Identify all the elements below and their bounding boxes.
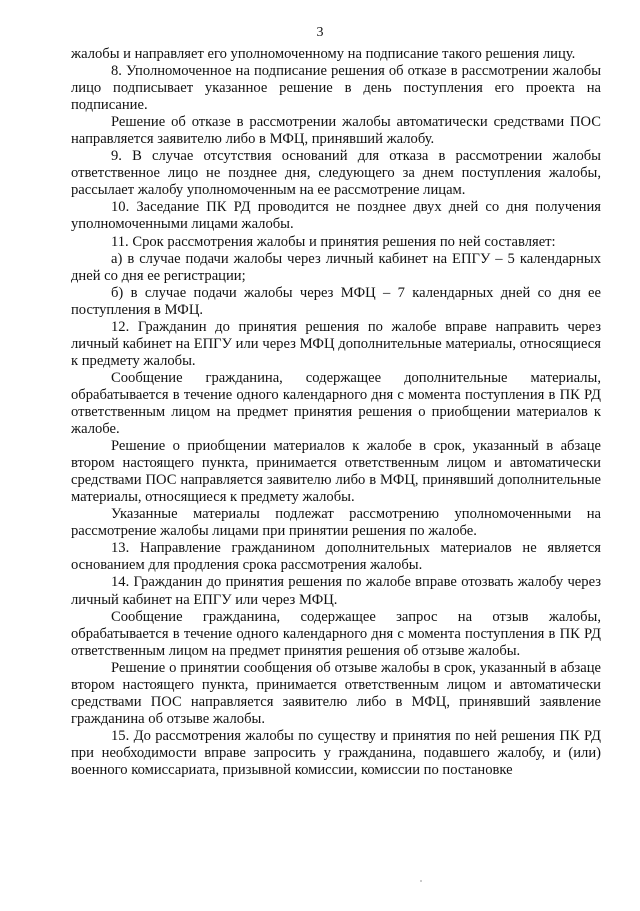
paragraph-item-8: 8. Уполномоченное на подписание решения об отказе в рассмотрении жалобы лицо подписывает указанное решение в день поступления его проекта на подписание. bbox=[71, 63, 601, 114]
paragraph-item-10: 10. Заседание ПК РД проводится не позднее двух дней со дня получения уполномоченными лицами жалобы. bbox=[71, 199, 601, 233]
paragraph-item-11: 11. Срок рассмотрения жалобы и принятия решения по ней составляет: bbox=[111, 233, 556, 250]
paragraph-item-12: 12. Гражданин до принятия решения по жалобе вправе направить через личный кабинет на ЕПГУ или через МФЦ дополнительные материалы, относящиеся к предмету жалобы. bbox=[71, 318, 601, 369]
paragraph-item-15: 15. До рассмотрения жалобы по существу и принятия по ней решения ПК РД при необходимости вправе запросить у гражданина, подавшего жалобу, и (или) военного комиссариата, призывной комиссии, комиссии по постановке bbox=[71, 727, 601, 778]
paragraph-item-12-decision: Решение о приобщении материалов к жалобе в срок, указанный в абзаце втором настоящего пункта, принимается ответственным лицом и автоматически средствами ПОС направляется заявителю либо в МФЦ, принявший дополнительные материалы, относящиеся к предмету жалобы. bbox=[71, 438, 601, 506]
document-body bbox=[71, 46, 601, 779]
paragraph-item-13: 13. Направление гражданином дополнительных материалов не является основанием для продления срока рассмотрения жалобы. bbox=[71, 540, 601, 574]
paragraph-item-12-materials: Указанные материалы подлежат рассмотрению уполномоченными на рассмотрение жалобы лицами при принятии решения по жалобе. bbox=[71, 506, 601, 540]
paragraph-item-9: 9. В случае отсутствия оснований для отказа в рассмотрении жалобы ответственное лицо не позднее дня, следующего за днем поступления жалобы, рассылает жалобу уполномоченным на ее рассмотрение лицам. bbox=[71, 148, 601, 199]
scan-speck bbox=[420, 880, 422, 882]
paragraph-item-11-b: б) в случае подачи жалобы через МФЦ – 7 календарных дней со дня ее поступления в МФЦ. bbox=[71, 284, 601, 318]
paragraph-continuation: жалобы и направляет его уполномоченному на подписание такого решения лицу. bbox=[71, 46, 576, 62]
page-number: 3 bbox=[316, 25, 324, 40]
paragraph-item-14-decision: Решение о принятии сообщения об отзыве жалобы в срок, указанный в абзаце втором настоящего пункта, принимается ответственным лицом и автоматически средствами ПОС направляется заявителю либо в МФЦ, принявший заявление гражданина об отзыве жалобы. bbox=[71, 659, 601, 727]
paragraph-item-12-message: Сообщение гражданина, содержащее дополнительные материалы, обрабатывается в течение одного календарного дня с момента поступления в ПК РД ответственным лицом на предмет принятия решения о приобщении материалов к жалобе. bbox=[71, 369, 601, 438]
paragraph-item-11-a: а) в случае подачи жалобы через личный кабинет на ЕПГУ – 5 календарных дней со дня ее регистрации; bbox=[71, 250, 601, 284]
paragraph-item-14-message: Сообщение гражданина, содержащее запрос на отзыв жалобы, обрабатывается в течение одного календарного дня с момента поступления в ПК РД ответственным лицом на предмет принятия решения об отзыве жалобы. bbox=[71, 608, 601, 659]
paragraph-item-14: 14. Гражданин до принятия решения по жалобе вправе отозвать жалобу через личный кабинет на ЕПГУ или через МФЦ. bbox=[71, 574, 601, 608]
paragraph-item-8-decision: Решение об отказе в рассмотрении жалобы автоматически средствами ПОС направляется заявителю либо в МФЦ, принявший жалобу. bbox=[71, 114, 601, 148]
